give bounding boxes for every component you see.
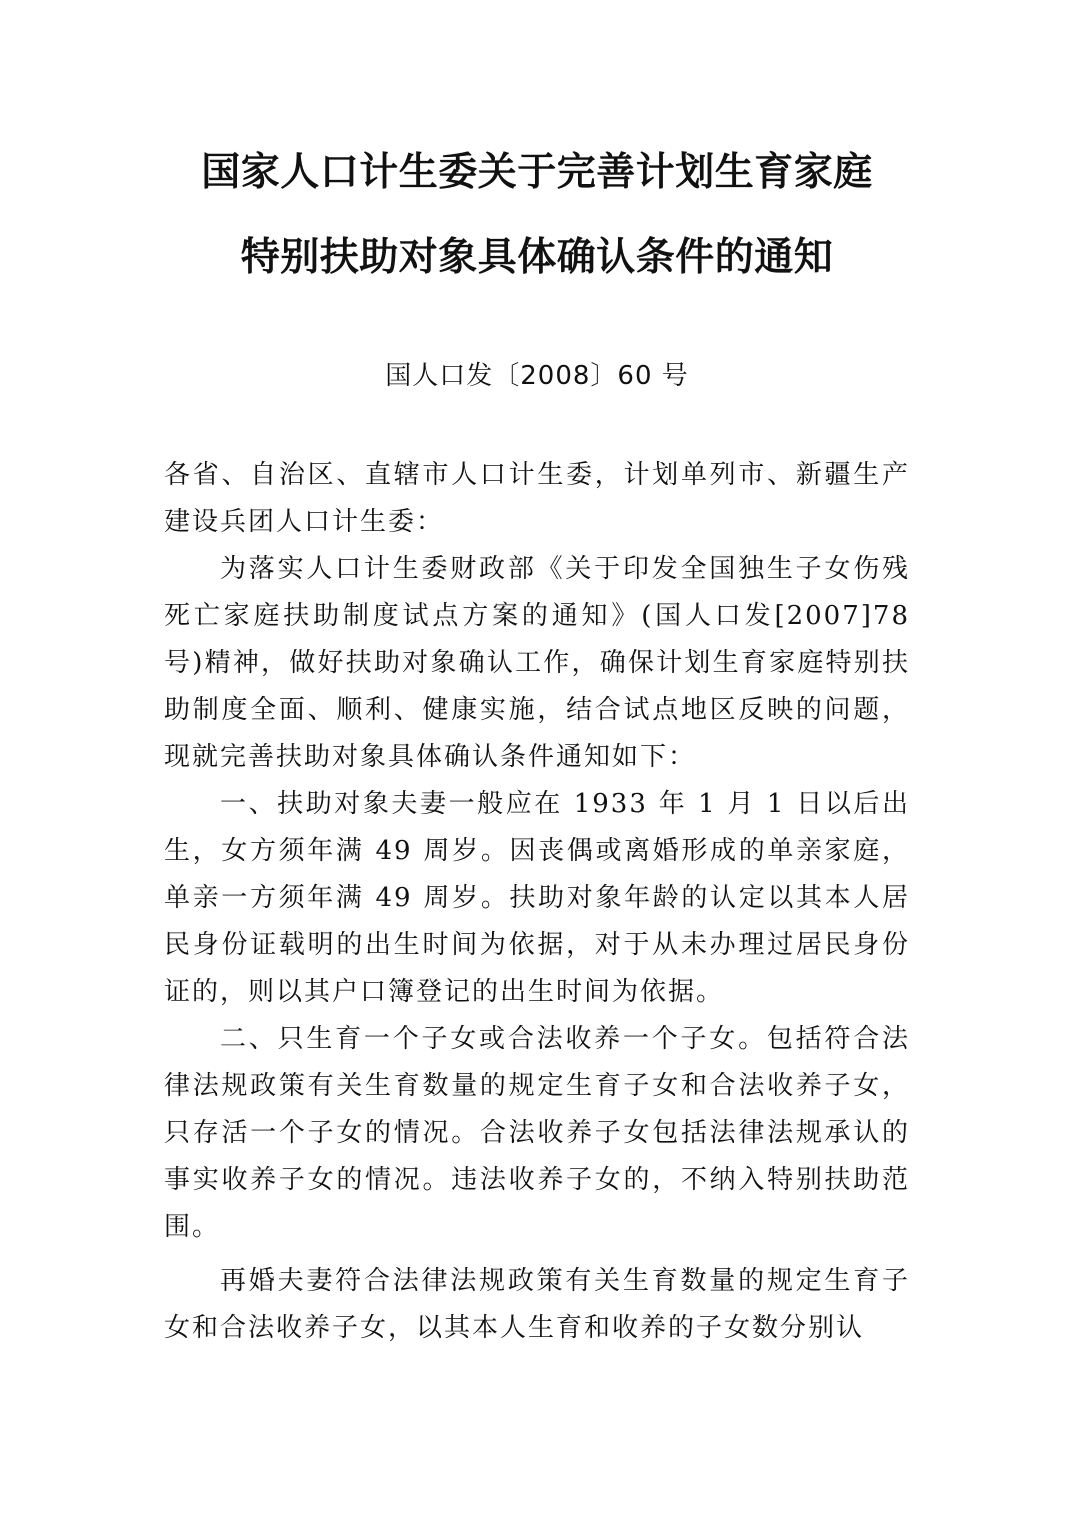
body-paragraph: 为落实人口计生委财政部《关于印发全国独生子女伤残死亡家庭扶助制度试点方案的通知》(国人口发[2007]78 号)精神，做好扶助对象确认工作，确保计划生育家庭特别扶助制度全面、顺利、健康实施，结合试点地区反映的问题，现就完善扶助对象具体确认条件通知如下： (164, 554, 910, 772)
document-title-line-1: 国家人口计生委关于完善计划生育家庭 (201, 149, 873, 195)
salutation-paragraph: 各省、自治区、直辖市人口计生委，计划单列市、新疆生产建设兵团人口计生委： (164, 460, 910, 537)
body-paragraph: 二、只生育一个子女或合法收养一个子女。包括符合法律法规政策有关生育数量的规定生育子女和合法收养子女，只存活一个子女的情况。合法收养子女包括法律法规承认的事实收养子女的情况。违法收养子女的，不纳入特别扶助范围。 (164, 1024, 910, 1242)
document-number: 国人口发〔2008〕60 号 (385, 361, 689, 391)
body-paragraph: 再婚夫妻符合法律法规政策有关生育数量的规定生育子女和合法收养子女，以其本人生育和收养的子女数分别认 (164, 1266, 910, 1343)
document-title-line-2: 特别扶助对象具体确认条件的通知 (240, 234, 834, 280)
document-body (164, 452, 910, 1352)
body-paragraph: 一、扶助对象夫妻一般应在 1933 年 1 月 1 日以后出生，女方须年满 49 周岁。因丧偶或离婚形成的单亲家庭，单亲一方须年满 49 周岁。扶助对象年龄的认定以其本人居民身份证载明的出生时间为依据，对于从未办理过居民身份证的，则以其户口簿登记的出生时间为依据。 (164, 789, 910, 1007)
